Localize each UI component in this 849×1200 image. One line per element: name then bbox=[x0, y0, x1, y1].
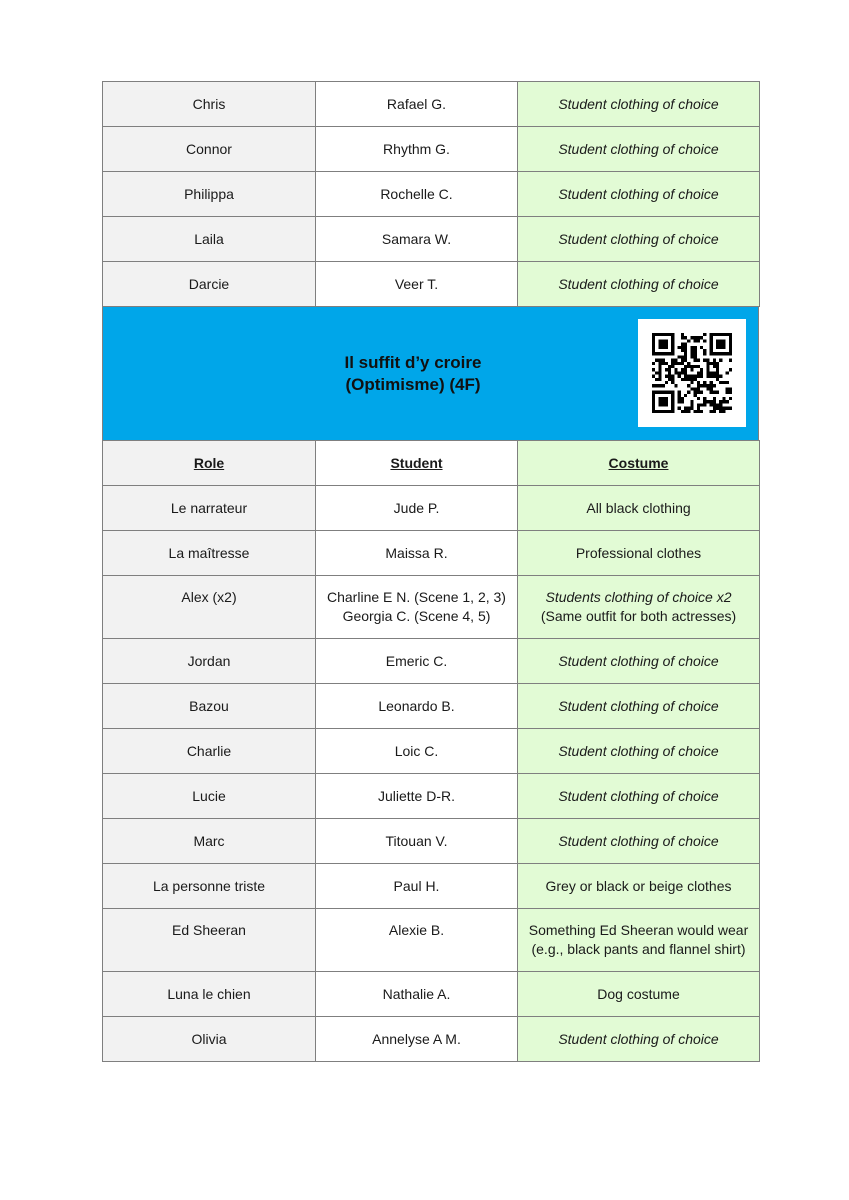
costume-cell: Professional clothes bbox=[518, 531, 760, 576]
costume-cell: All black clothing bbox=[518, 486, 760, 531]
header-row bbox=[103, 441, 760, 486]
student-cell: Emeric C. bbox=[316, 639, 518, 684]
student-cell: Annelyse A M. bbox=[316, 1017, 518, 1062]
header-costume: Costume bbox=[518, 441, 760, 486]
table-row bbox=[103, 972, 760, 1017]
costume-cell: Student clothing of choice bbox=[518, 684, 760, 729]
student-cell: Juliette D-R. bbox=[316, 774, 518, 819]
student-cell: Loic C. bbox=[316, 729, 518, 774]
student-cell-line-2: Georgia C. (Scene 4, 5) bbox=[342, 608, 491, 624]
student-cell: Rochelle C. bbox=[316, 172, 518, 217]
costume-cell-line-1: Students clothing of choice x2 bbox=[545, 589, 732, 605]
role-cell: Bazou bbox=[103, 684, 316, 729]
costume-cell: Grey or black or beige clothes bbox=[518, 864, 760, 909]
cast-sheet bbox=[102, 81, 759, 1062]
role-cell: Chris bbox=[103, 82, 316, 127]
table-row bbox=[103, 639, 760, 684]
costume-cell: Student clothing of choice bbox=[518, 217, 760, 262]
costume-cell: Student clothing of choice bbox=[518, 82, 760, 127]
student-cell: Leonardo B. bbox=[316, 684, 518, 729]
role-cell: Connor bbox=[103, 127, 316, 172]
table-row bbox=[103, 217, 760, 262]
role-cell: La maîtresse bbox=[103, 531, 316, 576]
table-row bbox=[103, 262, 760, 307]
student-cell bbox=[316, 576, 518, 639]
role-cell: Charlie bbox=[103, 729, 316, 774]
header-student: Student bbox=[316, 441, 518, 486]
table-row bbox=[103, 684, 760, 729]
costume-cell: Student clothing of choice bbox=[518, 262, 760, 307]
student-cell: Titouan V. bbox=[316, 819, 518, 864]
section-title-line-1: Il suffit d’y croire bbox=[344, 352, 482, 372]
costume-cell: Dog costume bbox=[518, 972, 760, 1017]
role-cell: Marc bbox=[103, 819, 316, 864]
student-cell: Rhythm G. bbox=[316, 127, 518, 172]
costume-cell: Student clothing of choice bbox=[518, 127, 760, 172]
role-cell: Laila bbox=[103, 217, 316, 262]
table-row bbox=[103, 864, 760, 909]
student-cell: Jude P. bbox=[316, 486, 518, 531]
role-cell: Alex (x2) bbox=[103, 576, 316, 639]
student-cell: Paul H. bbox=[316, 864, 518, 909]
costume-cell bbox=[518, 576, 760, 639]
section-banner bbox=[102, 307, 759, 440]
section-title bbox=[103, 307, 723, 440]
costume-cell: Student clothing of choice bbox=[518, 172, 760, 217]
role-cell: Olivia bbox=[103, 1017, 316, 1062]
header-role: Role bbox=[103, 441, 316, 486]
table-row bbox=[103, 82, 760, 127]
student-cell: Nathalie A. bbox=[316, 972, 518, 1017]
student-cell: Veer T. bbox=[316, 262, 518, 307]
role-cell: Ed Sheeran bbox=[103, 909, 316, 972]
table-row bbox=[103, 576, 760, 639]
role-cell: Jordan bbox=[103, 639, 316, 684]
student-cell-line-1: Charline E N. (Scene 1, 2, 3) bbox=[327, 589, 506, 605]
cast-table bbox=[102, 440, 759, 1062]
costume-cell: Student clothing of choice bbox=[518, 729, 760, 774]
costume-cell-line-2: (Same outfit for both actresses) bbox=[540, 608, 737, 624]
student-cell: Maissa R. bbox=[316, 531, 518, 576]
role-cell: La personne triste bbox=[103, 864, 316, 909]
role-cell: Luna le chien bbox=[103, 972, 316, 1017]
table-row bbox=[103, 531, 760, 576]
costume-cell-line-1: Something Ed Sheeran would wear bbox=[528, 922, 749, 938]
student-cell: Samara W. bbox=[316, 217, 518, 262]
qr-code-icon bbox=[638, 319, 746, 427]
costume-cell: Student clothing of choice bbox=[518, 819, 760, 864]
role-cell: Philippa bbox=[103, 172, 316, 217]
section-title-line-2: (Optimisme) (4F) bbox=[345, 374, 481, 394]
previous-cast-table bbox=[102, 81, 759, 307]
costume-cell: Student clothing of choice bbox=[518, 639, 760, 684]
table-row bbox=[103, 127, 760, 172]
table-row bbox=[103, 909, 760, 972]
table-row bbox=[103, 1017, 760, 1062]
role-cell: Darcie bbox=[103, 262, 316, 307]
costume-cell: Student clothing of choice bbox=[518, 1017, 760, 1062]
costume-cell bbox=[518, 909, 760, 972]
costume-cell-line-2: (e.g., black pants and flannel shirt) bbox=[531, 941, 746, 957]
table-row bbox=[103, 819, 760, 864]
role-cell: Lucie bbox=[103, 774, 316, 819]
student-cell: Alexie B. bbox=[316, 909, 518, 972]
table-row bbox=[103, 729, 760, 774]
table-row bbox=[103, 774, 760, 819]
role-cell: Le narrateur bbox=[103, 486, 316, 531]
table-row bbox=[103, 172, 760, 217]
table-row bbox=[103, 486, 760, 531]
costume-cell: Student clothing of choice bbox=[518, 774, 760, 819]
student-cell: Rafael G. bbox=[316, 82, 518, 127]
